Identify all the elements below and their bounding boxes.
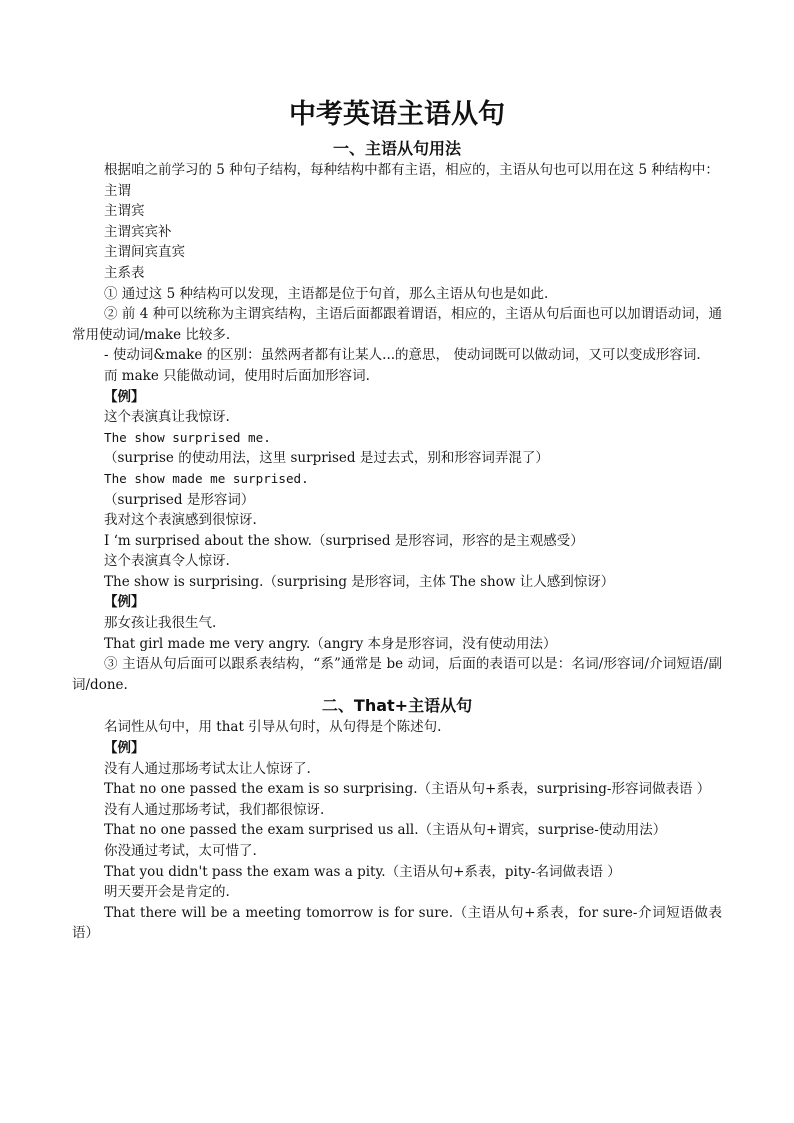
example-english: That no one passed the exam is so surprising.（主语从句+系表，surprising-形容词做表语 ）: [104, 781, 711, 798]
example-label: 【例】: [104, 594, 145, 611]
example-english: That you didn't pass the exam was a pity.（主语从句+系表，pity-名词做表语 ）: [104, 863, 621, 880]
example-english: That no one passed the exam surprised us all.（主语从句+谓宾，surprise-使动用法）: [104, 822, 667, 839]
example-label: 【例】: [104, 388, 145, 405]
example-chinese: 我对这个表演感到很惊讶.: [104, 512, 257, 529]
paragraph: - 使动词&make 的区别：虽然两者都有让某人...的意思， 使动词既可以做动词，又可以变成形容词.: [104, 347, 701, 364]
example-chinese: 这个表演真令人惊讶.: [104, 553, 230, 570]
example-english: The show is surprising.（surprising 是形容词，主体 The show 让人感到惊讶）: [104, 573, 615, 590]
structure-item: 主谓间宾直宾: [104, 244, 185, 261]
structure-item: 主谓宾宾补: [104, 223, 172, 240]
example-note: （surprised 是形容词）: [104, 491, 255, 508]
structure-item: 主谓宾: [104, 203, 145, 220]
document-title: 中考英语主语从句: [289, 99, 505, 130]
example-english: The show surprised me.: [104, 429, 271, 445]
example-english: That there will be a meeting tomorrow is for sure.（主语从句+系表，for sure-介词短语做表语）: [72, 904, 722, 942]
paragraph: 根据咱之前学习的 5 种句子结构，每种结构中都有主语，相应的，主语从句也可以用在这 5 种结构中：: [104, 162, 719, 178]
example-english: I ‘m surprised about the show.（surprised 是形容词，形容的是主观感受）: [104, 532, 584, 549]
example-english: The show made me surprised.: [104, 470, 309, 486]
section-body-2: [72, 717, 722, 944]
paragraph: ① 通过这 5 种结构可以发现，主语都是位于句首，那么主语从句也是如此.: [104, 285, 549, 302]
example-chinese: 那女孩让我很生气.: [104, 615, 217, 632]
example-chinese: 明天要开会是肯定的.: [104, 884, 230, 901]
section-heading-1: 一、主语从句用法: [332, 139, 461, 158]
example-chinese: 这个表演真让我惊讶.: [104, 409, 230, 426]
example-chinese: 没有人通过那场考试，我们都很惊讶.: [104, 801, 325, 818]
document-page: [72, 96, 722, 944]
example-english: That girl made me very angry.（angry 本身是形容词，没有使动用法）: [104, 635, 557, 652]
paragraph: ③ 主语从句后面可以跟系表结构，“系”通常是 be 动词，后面的表语可以是：名词/形容词/介词短语/副词/done.: [72, 656, 722, 693]
example-chinese: 没有人通过那场考试太让人惊讶了.: [104, 760, 311, 777]
example-label: 【例】: [104, 740, 145, 757]
paragraph: 名词性从句中，用 that 引导从句时，从句得是个陈述句.: [104, 719, 442, 736]
paragraph: ② 前 4 种可以统称为主谓宾结构，主语后面都跟着谓语，相应的，主语从句后面也可以加谓语动词，通常用使动词/make 比较多.: [72, 306, 722, 343]
structure-item: 主谓: [104, 182, 131, 199]
structure-item: 主系表: [104, 264, 145, 281]
section-body-1: [72, 160, 722, 695]
paragraph: 而 make 只能做动词，使用时后面加形容词.: [104, 367, 370, 384]
example-note: （surprise 的使动用法，这里 surprised 是过去式，别和形容词弄混了）: [104, 450, 549, 467]
section-heading-2: 二、That+主语从句: [321, 696, 473, 716]
example-chinese: 你没通过考试，太可惜了.: [104, 843, 257, 859]
